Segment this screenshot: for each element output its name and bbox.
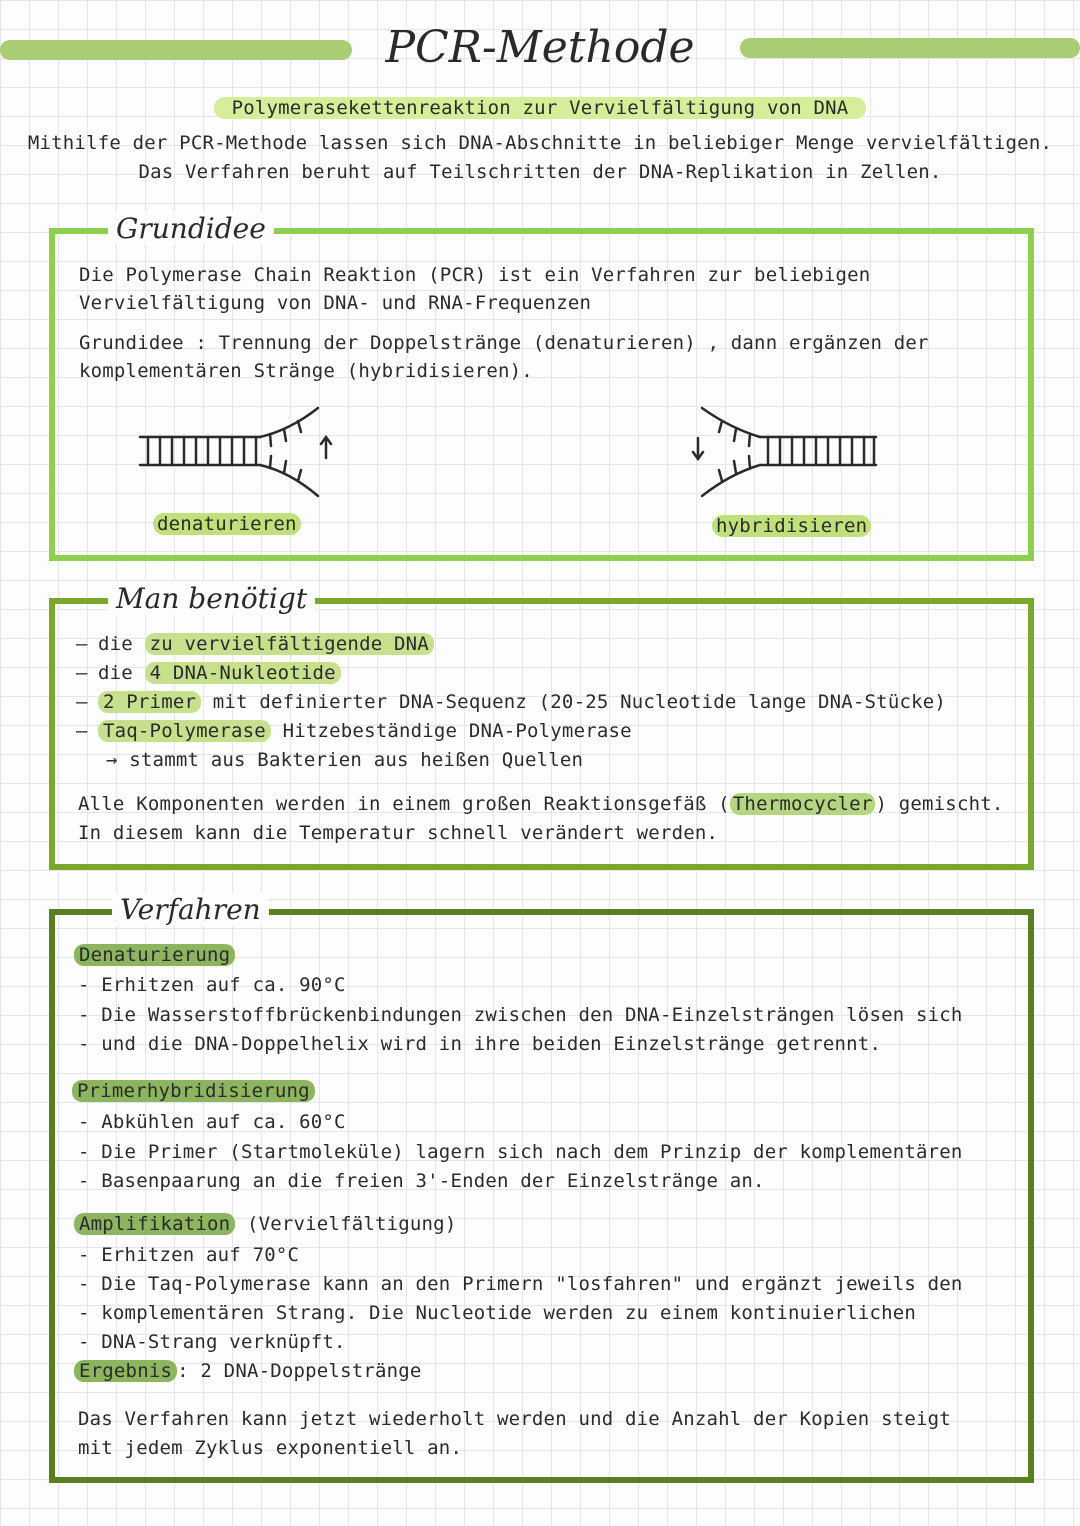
list-item-nukleotide-prefix: die (98, 662, 133, 684)
intro-line-1: Mithilfe der PCR-Methode lassen sich DNA-Abschnitte in beliebiger Menge vervielfältigen. (27, 132, 1053, 154)
label-hybridisieren-text: hybridisieren (712, 515, 871, 537)
list-item-polymerase-text: Hitzebeständige DNA-Polymerase (282, 720, 632, 742)
list-item-nukleotide: – die 4 DNA-Nukleotide (76, 661, 341, 685)
step-amplifikation-label: Amplifikation (74, 1213, 235, 1235)
final-note-2: mit jedem Zyklus exponentiell an. (78, 1437, 463, 1459)
list-item-dna-highlight: zu vervielfältigende DNA (145, 633, 434, 655)
hybridization-diagram (680, 400, 890, 510)
verfahren-heading: Verfahren (112, 893, 269, 926)
list-item-nukleotide-highlight: 4 DNA-Nukleotide (145, 662, 341, 684)
step-denaturierung-title (74, 943, 235, 967)
label-denaturieren-text: denaturieren (153, 513, 301, 535)
thermocycler-note-2: In diesem kann die Temperatur schnell verändert werden. (78, 822, 719, 844)
result-text: : 2 DNA-Doppelstränge (177, 1360, 422, 1382)
list-item-polymerase-highlight: Taq-Polymerase (98, 720, 271, 742)
step-primerhybridisierung-label: Primerhybridisierung (72, 1080, 315, 1102)
final-note-1: Das Verfahren kann jetzt wiederholt werden und die Anzahl der Kopien steigt (78, 1408, 951, 1430)
list-item-dna-prefix: die (98, 633, 133, 655)
label-denaturieren (153, 512, 301, 536)
grundidee-heading: Grundidee (108, 212, 274, 245)
step-amplifikation-line-1: - Erhitzen auf 70°C (78, 1244, 300, 1266)
step-amplifikation-suffix: (Vervielfältigung) (246, 1213, 457, 1235)
denaturation-diagram (130, 400, 340, 510)
subtitle (0, 96, 1080, 120)
step-amplifikation-title (74, 1212, 456, 1236)
step-amplifikation-line-4: - DNA-Strang verknüpft. (78, 1331, 346, 1353)
step-denaturierung-line-2: - Die Wasserstoffbrückenbindungen zwischen den DNA-Einzelsträngen lösen sich (78, 1004, 963, 1026)
step-primerhybridisierung-line-3: - Basenpaarung an die freien 3'-Enden der Einzelstränge an. (78, 1170, 765, 1192)
step-primerhybridisierung-line-2: - Die Primer (Startmoleküle) lagern sich nach dem Prinzip der komplementären (78, 1141, 963, 1163)
list-item-primer-text: mit definierter DNA-Sequenz (20-25 Nucleotide lange DNA-Stücke) (212, 691, 947, 713)
list-item-polymerase-source: → stammt aus Bakterien aus heißen Quellen (106, 749, 584, 771)
thermocycler-note-post: ) gemischt. (875, 793, 1004, 815)
step-denaturierung-label: Denaturierung (74, 944, 235, 966)
page-title: PCR-Methode (385, 22, 695, 73)
result-line (74, 1359, 422, 1383)
thermocycler-highlight: Thermocycler (730, 793, 876, 815)
grundidee-definition-1: Die Polymerase Chain Reaktion (PCR) ist ein Verfahren zur beliebigen (79, 264, 871, 286)
list-item-polymerase: – Taq-Polymerase Hitzebeständige DNA-Polymerase (76, 720, 632, 742)
step-denaturierung-line-1: - Erhitzen auf ca. 90°C (78, 974, 346, 996)
list-item-primer: – 2 Primer mit definierter DNA-Sequenz (20-25 Nucleotide lange DNA-Stücke) (76, 691, 947, 713)
step-primerhybridisierung-title (72, 1079, 315, 1103)
step-amplifikation-line-3: - komplementären Strang. Die Nucleotide werden zu einem kontinuierlichen (78, 1302, 917, 1324)
grundidee-idea-1: Grundidee : Trennung der Doppelstränge (denaturieren) , dann ergänzen der (79, 332, 929, 354)
step-primerhybridisierung-line-1: - Abkühlen auf ca. 60°C (78, 1111, 346, 1133)
label-hybridisieren (712, 514, 871, 538)
thermocycler-note-pre: Alle Komponenten werden in einem großen Reaktionsgefäß ( (78, 793, 730, 815)
benoetigt-heading: Man benötigt (108, 582, 315, 615)
list-item-primer-highlight: 2 Primer (98, 691, 201, 713)
grundidee-idea-2: komplementären Stränge (hybridisieren). (79, 360, 533, 382)
result-label: Ergebnis (74, 1360, 177, 1382)
intro-line-2: Das Verfahren beruht auf Teilschritten der DNA-Replikation in Zellen. (138, 161, 942, 183)
step-amplifikation-line-2: - Die Taq-Polymerase kann an den Primern "losfahren" und ergänzt jeweils den (78, 1273, 963, 1295)
step-denaturierung-line-3: - und die DNA-Doppelhelix wird in ihre beiden Einzelstränge getrennt. (78, 1033, 882, 1055)
list-item-dna: – die zu vervielfältigende DNA (76, 632, 434, 656)
subtitle-text: Polymerasekettenreaktion zur Vervielfältigung von DNA (214, 97, 867, 119)
thermocycler-note-1 (78, 792, 1004, 816)
grundidee-definition-2: Vervielfältigung von DNA- und RNA-Frequenzen (79, 292, 592, 314)
